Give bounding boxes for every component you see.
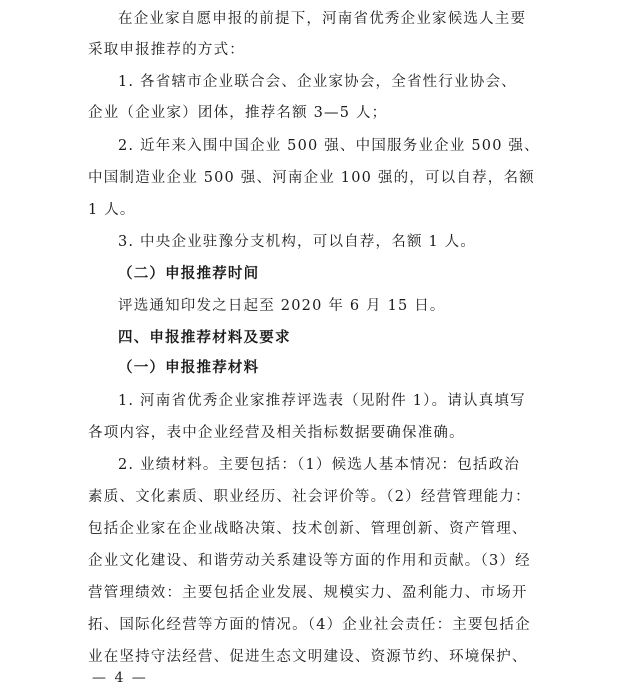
paragraph-line: 拓、国际化经营等方面的情况。（4）企业社会责任：主要包括企: [88, 617, 531, 633]
page-number: — 4 —: [92, 670, 148, 686]
paragraph-line: 1 人。: [88, 202, 136, 218]
paragraph-line: 包括企业家在企业战略决策、技术创新、管理创新、资产管理、: [88, 521, 528, 537]
paragraph-line: 企业（企业家）团体，推荐名额 3—5 人；: [88, 105, 388, 121]
paragraph-line: 1. 河南省优秀企业家推荐评选表（见附件 1）。请认真填写: [118, 393, 526, 409]
paragraph-line: 2. 业绩材料。主要包括：（1）候选人基本情况：包括政治: [118, 457, 521, 473]
paragraph-line: 各项内容，表中企业经营及相关指标数据要确保准确。: [88, 425, 465, 441]
paragraph-line: 评选通知印发之日起至 2020 年 6 月 15 日。: [118, 298, 446, 314]
paragraph-line: 1. 各省辖市企业联合会、企业家协会，全省性行业协会、: [118, 74, 517, 90]
paragraph-line: 3. 中央企业驻豫分支机构，可以自荐，名额 1 人。: [118, 234, 477, 250]
paragraph-line: 素质、文化素质、职业经历、社会评价等。（2）经营管理能力：: [88, 489, 531, 505]
paragraph-line: 业在坚持守法经营、促进生态文明建设、资源节约、环境保护、: [88, 649, 528, 665]
paragraph-line: 营管理绩效：主要包括企业发展、规模实力、盈利能力、市场开: [88, 585, 528, 601]
paragraph-line: 企业文化建设、和谐劳动关系建设等方面的作用和贡献。（3）经: [88, 553, 531, 569]
paragraph-line: 在企业家自愿申报的前提下，河南省优秀企业家候选人主要: [118, 11, 527, 27]
paragraph-line: 采取申报推荐的方式：: [88, 42, 245, 58]
chapter-heading: 四、申报推荐材料及要求: [118, 329, 291, 346]
section-heading: （一）申报推荐材料: [118, 359, 260, 376]
paragraph-line: 中国制造业企业 500 强、河南企业 100 强的，可以自荐，名额: [88, 170, 535, 186]
paragraph-line: 2. 近年来入围中国企业 500 强、中国服务业企业 500 强、: [118, 138, 540, 154]
section-heading: （二）申报推荐时间: [118, 265, 260, 282]
